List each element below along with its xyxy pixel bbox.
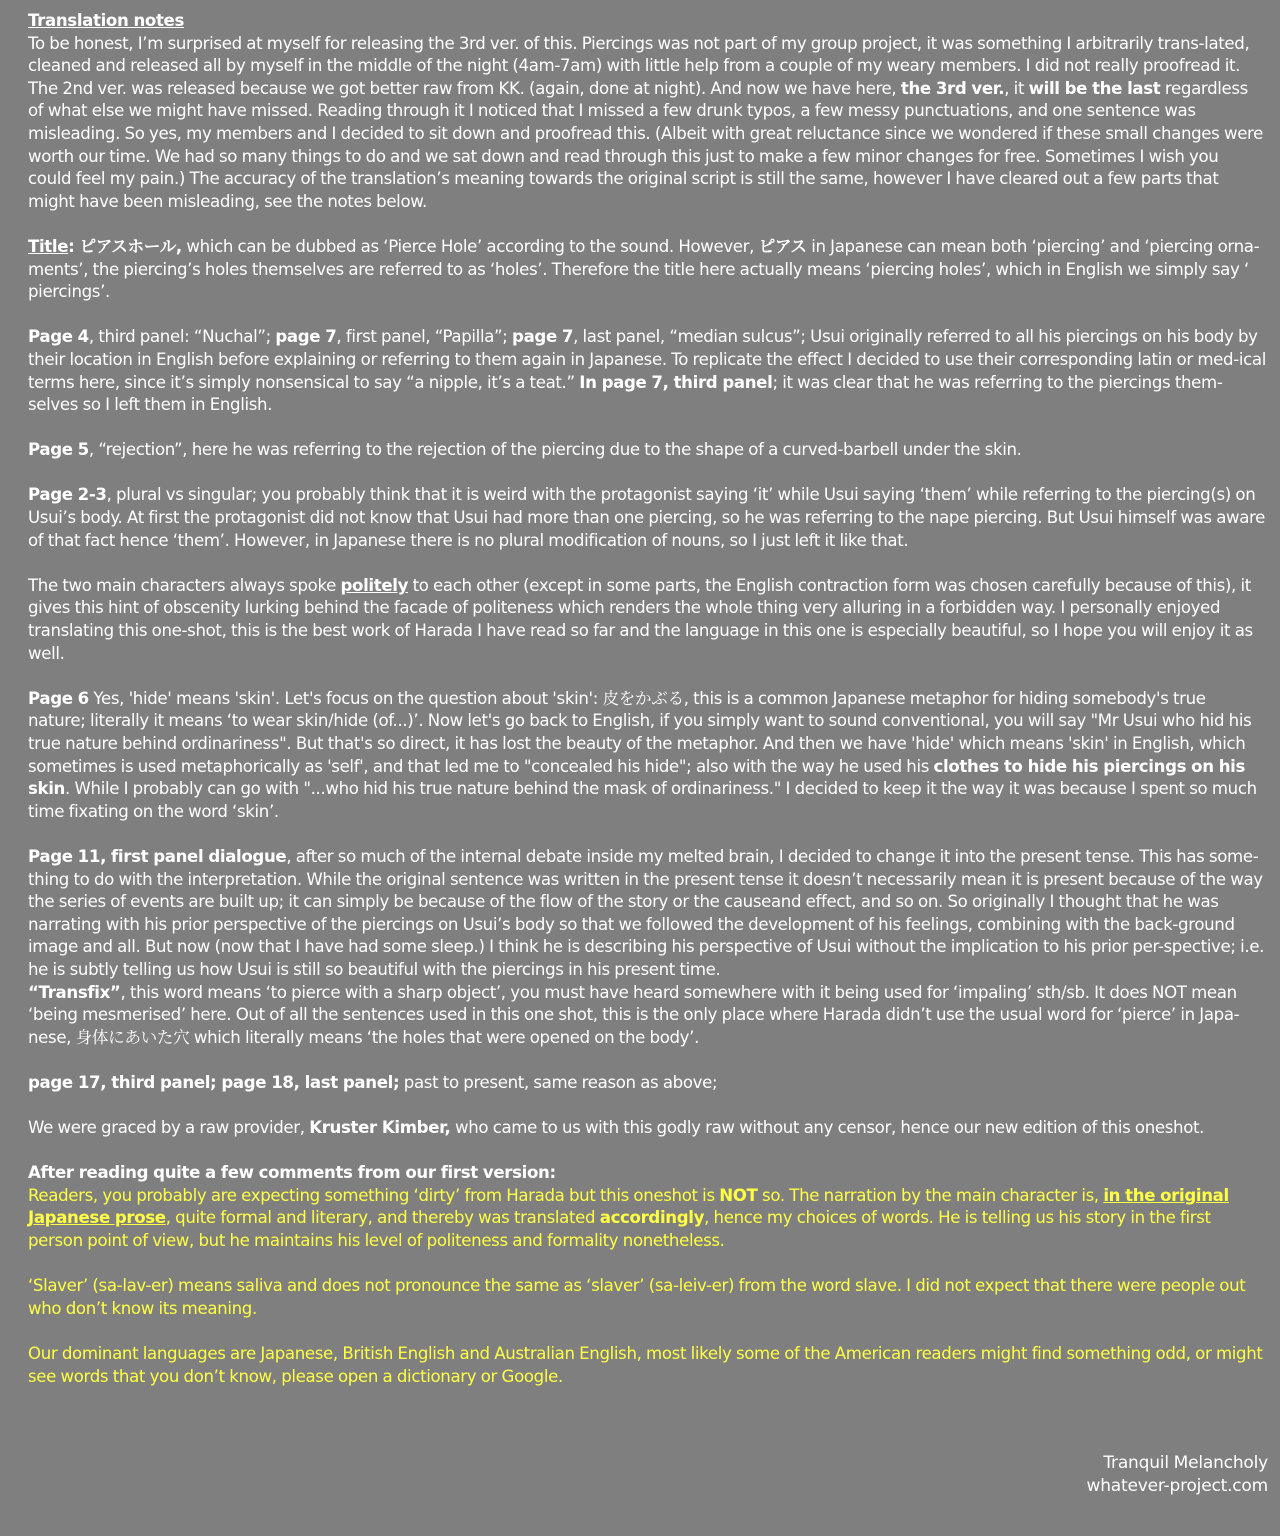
page11-label: Page 11, first panel dialogue <box>28 846 287 866</box>
raw-provider-text-1: We were graced by a raw provider, <box>28 1118 310 1138</box>
title-note-japanese-2: ピアス <box>758 236 807 256</box>
page5-label: Page 5 <box>28 440 89 460</box>
intro-bold-3rd-ver: the 3rd ver. <box>900 78 1005 98</box>
comments-bold-not: NOT <box>719 1185 758 1205</box>
comments-bold-accordingly: accordingly <box>599 1208 705 1228</box>
title-note-paragraph <box>28 236 1266 304</box>
page2-3-label: Page 2-3 <box>28 485 107 505</box>
transfix-label: “Transfix” <box>28 982 121 1002</box>
page7-label-2: page 7 <box>512 327 574 347</box>
transfix-text: , this word means ‘to pierce with a sharp object’, you must have heard somewhere with it being used for ‘impaling’ sth/sb. It does NOT mean ‘being mesmerised’ here. Out of all the sentences used in this one shot, this is the only place where Harada didn’t use the usual word for ‘pierce’ in Japa-nese, 身体にあいた穴 which literally means ‘the holes that were opened on the body’. <box>28 982 1240 1047</box>
languages-paragraph: Our dominant languages are Japanese, British English and Australian English, most likely some of the American readers might find something odd, or might see words that you don’t know, please open a dictionary or Google. <box>28 1344 1263 1386</box>
politeness-text-2: to each other (except in some parts, the English contraction form was chosen carefully because of this), it gives this hint of obscenity lurking behind the facade of politeness which renders the whole thing very alluring in a forbidden way. I personally enjoyed translating this one-shot, this is the best work of Harada I have read so far and the language in this one is especially beautiful, so I hope you will enjoy it as well. <box>28 575 1253 663</box>
comments-heading: After reading quite a few comments from our first version: <box>28 1163 556 1183</box>
page4-label: Page 4 <box>28 327 89 347</box>
intro-paragraph <box>28 33 1266 214</box>
page4-text-4: ; it was clear that he was referring to the piercings them-selves so I left them in English. <box>28 372 1223 415</box>
page11-text: , after so much of the internal debate inside my melted brain, I decided to change it into the present tense. This has some-thing to do with the interpretation. While the original sentence was written in the present tense it doesn’t necessarily mean it is present because of the way the series of events are built up; it can simply be because of the flow of the story or the causeand effect, and so on. So originally I thought that he was narrating with his prior perspective of the piercings on Usui’s body so that we followed the development of his feelings, combining with the back-ground image and all. But now (now that I have had some sleep.) I think he is describing his perspective of Usui without the implication to his prior per-spective; i.e. he is subtly telling us how Usui is still so beautiful with the piercings in his present time. <box>28 846 1265 979</box>
title-note-colon: : <box>68 236 80 256</box>
raw-provider-paragraph <box>28 1117 1266 1140</box>
politely-emphasis: politely <box>340 575 409 595</box>
slaver-paragraph: ‘Slaver’ (sa-lav-er) means saliva and does not pronounce the same as ‘slaver’ (sa-leiv-er) from the word slave. I did not expect that there were people out who don’t know its meaning. <box>28 1276 1246 1318</box>
credits-block <box>1087 1452 1269 1498</box>
title-note-text-2: in Japanese can mean both ‘piercing’ and ‘piercing orna-ments’, the piercing’s holes themselves are referred to as ‘holes’. Therefore the title here actually means ‘piercing holes’, which in English we simply say ‘ piercings’. <box>28 236 1260 302</box>
page6-label: Page 6 <box>28 688 89 708</box>
page17-label: page 17, third panel; page 18, last panel; <box>28 1072 400 1092</box>
page6-text-2: . While I probably can go with "...who hid his true nature behind the mask of ordinariness." I decided to keep it the way it was because I spent so much time fixating on the word ‘skin’. <box>28 779 1257 821</box>
intro-text-3: regardless of what else we might have missed. Reading through it I noticed that I missed a few drunk typos, a few messy punctuations, and one sentence was misleading. So yes, my members and I decided to sit down and proofread this. (Albeit with great reluctance since we wondered if these small changes were worth our time. We had so many things to do and we sat down and read through this just to make a few minor changes for free. Sometimes I wish you could feel my pain.) The accuracy of the translation’s meaning towards the original script is still the same, however I have cleared out a few parts that might have been misleading, see the notes below. <box>28 78 1264 211</box>
intro-bold-last: will be the last <box>1028 78 1161 98</box>
page11-note-paragraph <box>28 846 1266 982</box>
comments-text-1: Readers, you probably are expecting something ‘dirty’ from Harada but this oneshot is <box>28 1185 720 1205</box>
politeness-note-paragraph <box>28 575 1266 665</box>
page-title: Translation notes <box>28 11 184 30</box>
title-note-text-1: which can be dubbed as ‘Pierce Hole’ according to the sound. However, <box>181 236 759 256</box>
intro-text-2: , it <box>1004 78 1029 98</box>
page17-text: past to present, same reason as above; <box>399 1072 718 1092</box>
comments-text-3: , quite formal and literary, and thereby was translated <box>165 1208 600 1228</box>
raw-provider-text-2: who came to us with this godly raw without any censor, hence our new edition of this oneshot. <box>450 1118 1205 1138</box>
comments-underline-original: in the original Japanese prose <box>28 1185 1229 1228</box>
title-note-label: Title <box>28 236 69 256</box>
page5-note-paragraph <box>28 439 1266 462</box>
comments-paragraph <box>28 1185 1266 1253</box>
title-note-japanese: ピアスホール, <box>79 236 182 256</box>
comments-text-2: so. The narration by the main character is, <box>757 1185 1104 1205</box>
raw-provider-name: Kruster Kimber, <box>309 1118 451 1138</box>
page2-3-text: , plural vs singular; you probably think that it is weird with the protagonist saying ‘it’ while Usui saying ‘them’ while referring to the piercing(s) on Usui’s body. At first the protagonist did not know that Usui had more than one piercing, so he was referring to the nape piercing. But Usui himself was aware of that fact hence ‘them’. However, in Japanese there is no plural modification of nouns, so I just left it like that. <box>28 485 1266 550</box>
page17-note-paragraph <box>28 1072 1266 1095</box>
comments-text-4: , hence my choices of words. He is telling us his story in the first person point of view, but he maintains his level of politeness and formality nonetheless. <box>28 1208 1211 1251</box>
page4-text-2: , first panel, “Papilla”; <box>336 327 513 347</box>
transfix-note-paragraph <box>28 982 1266 1050</box>
website-url: whatever-project.com <box>1086 1476 1268 1496</box>
page4-note-paragraph <box>28 326 1266 416</box>
page2-3-note-paragraph <box>28 484 1266 552</box>
page6-note-paragraph <box>28 688 1266 824</box>
page7-label-1: page 7 <box>275 327 337 347</box>
page5-text: , “rejection”, here he was referring to the rejection of the piercing due to the shape of a curved-barbell under the skin. <box>88 440 1022 460</box>
page4-text-3: , last panel, “median sulcus”; Usui originally referred to all his piercings on his body by their location in English before explaining or referring to them again in Japanese. To replicate the effect I decided to use their corresponding latin or med-ical terms here, since it’s simply nonsensical to say “a nipple, it’s a teat.” <box>28 327 1266 392</box>
page6-text-1: Yes, 'hide' means 'skin'. Let's focus on the question about 'skin': 皮をかぶる, this is a common Japanese metaphor for hiding somebody's true nature; literally it means ‘to wear skin/hide (of...)’. Now let's go back to English, if you simply want to sound conventional, you will say "Mr Usui who hid his true nature behind ordinariness". But that's so direct, it has lost the beauty of the metaphor. And then we have 'hide' which means 'skin' in English, which sometimes is used metaphorically as 'self', and that led me to "concealed his hide"; also with the way he used his <box>28 688 1252 776</box>
page7-third-panel-label: In page 7, third panel <box>579 372 773 392</box>
page6-bold-clothes: clothes to hide his piercings on his skin <box>28 756 1246 799</box>
page4-text-1: , third panel: “Nuchal”; <box>88 327 276 347</box>
politeness-text-1: The two main characters always spoke <box>28 575 341 595</box>
group-name: Tranquil Melancholy <box>1103 1453 1268 1473</box>
intro-text-1: To be honest, I’m surprised at myself for releasing the 3rd ver. of this. Piercings was not part of my group project, it was something I arbitrarily trans-lated, cleaned and released all by myself in the middle of the night (4am-7am) with little help from a couple of my weary members. I did not really proofread it. The 2nd ver. was released because we got better raw from KK. (again, done at night). And now we have here, <box>28 33 1250 98</box>
